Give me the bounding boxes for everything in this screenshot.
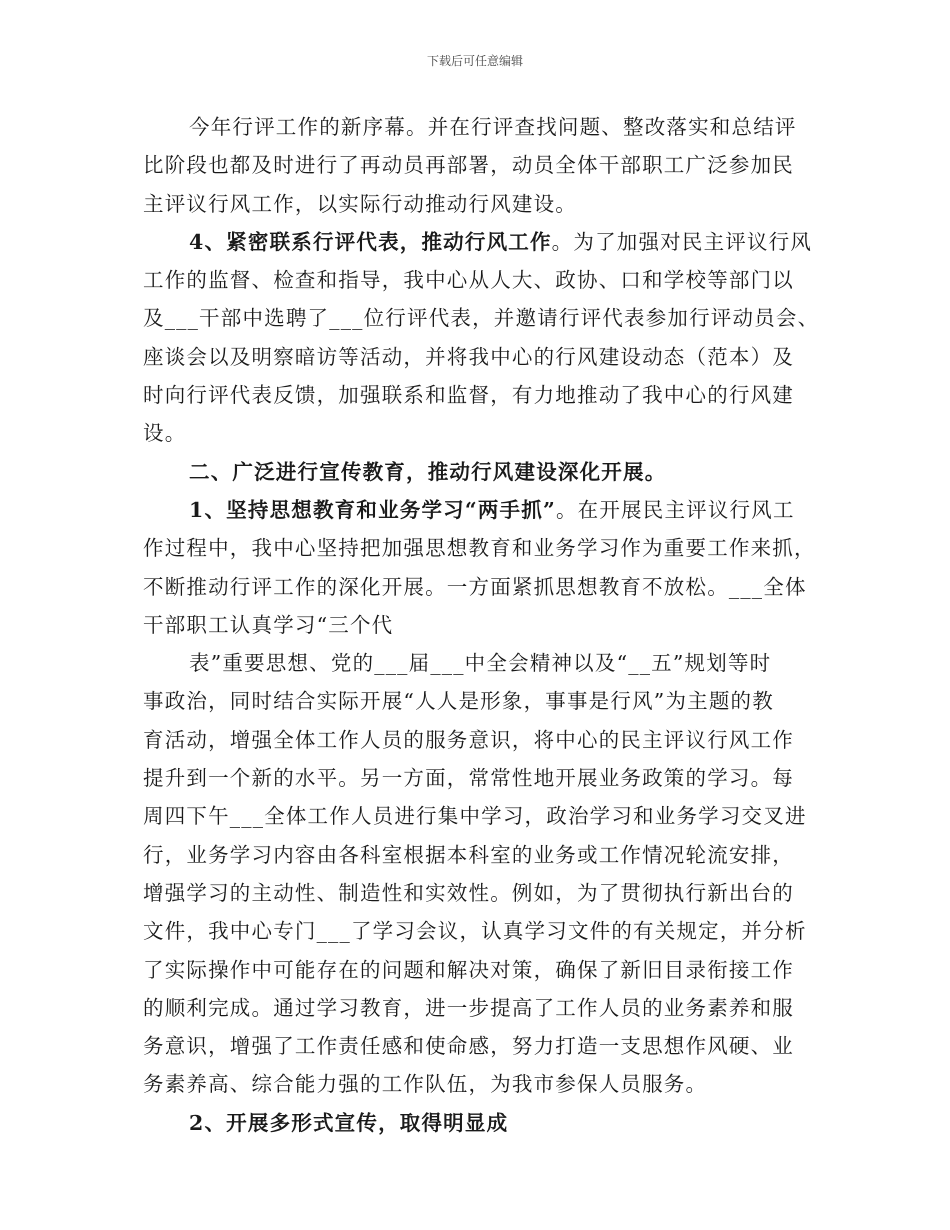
body-text: 工作的监督、检查和指导，我中心从人大、政协、口和学校等部门以	[143, 268, 794, 293]
text-line	[143, 644, 827, 682]
text-line	[143, 414, 827, 452]
text-line	[143, 376, 827, 414]
text-line	[143, 261, 827, 299]
text-line	[143, 453, 827, 491]
body-text: 及___干部中选聘了___位行评代表，并邀请行评代表参加行评动员会、	[143, 306, 820, 331]
text-line	[143, 874, 827, 912]
body-text: 了实际操作中可能存在的问题和解决对策，确保了新旧目录衔接工作	[143, 957, 794, 982]
body-text: 事政治，同时结合实际开展“人人是形象，事事是行风”为主题的教	[143, 689, 774, 714]
body-text: 务意识，增强了工作责任感和使命感，努力打造一支思想作风硬、业	[143, 1034, 794, 1059]
text-line	[143, 529, 827, 567]
text-line	[143, 299, 827, 337]
text-line	[143, 568, 827, 606]
body-text: 的顺利完成。通过学习教育，进一步提高了工作人员的业务素养和服	[143, 995, 794, 1020]
page-header: 下载后可任意编辑	[426, 54, 523, 68]
text-line	[143, 223, 827, 261]
body-text: 增强学习的主动性、制造性和实效性。例如，为了贯彻执行新出台的	[143, 880, 794, 905]
body-text: 今年行评工作的新序幕。并在行评查找问题、整改落实和总结评	[189, 115, 797, 139]
body-text: 文件，我中心专门___了学习会议，认真学习文件的有关规定，并分析	[143, 919, 807, 944]
body-text: 提升到一个新的水平。另一方面，常常性地开展业务政策的学习。每	[143, 766, 794, 791]
text-line	[143, 951, 827, 989]
body-text: 主评议行风工作，以实际行动推动行风建设。	[143, 191, 577, 216]
text-line	[143, 989, 827, 1027]
heading-text: 1、坚持思想教育和业务学习“两手抓”	[189, 497, 556, 522]
text-line	[143, 1104, 827, 1142]
body-text: 设。	[143, 421, 187, 446]
body-text: 。在开展民主评议行风工	[555, 497, 795, 522]
body-text: 不断推动行评工作的深化开展。一方面紧抓思想教育不放松。___全体	[143, 574, 807, 599]
text-line	[143, 1065, 827, 1103]
text-line	[143, 338, 827, 376]
heading-text: 4、紧密联系行评代表，推动行风工作	[189, 229, 552, 254]
text-line	[143, 108, 827, 146]
body-text: 育活动，增强全体工作人员的服务意识，将中心的民主评议行风工作	[143, 727, 794, 752]
text-line	[143, 912, 827, 950]
text-line	[143, 606, 827, 644]
body-text: 务素养高、综合能力强的工作队伍，为我市参保人员服务。	[143, 1072, 708, 1097]
body-text: 座谈会以及明察暗访等活动，并将我中心的行风建设动态（范本）及	[143, 344, 794, 369]
text-line	[143, 721, 827, 759]
body-text: 时向行评代表反馈，加强联系和监督，有力地推动了我中心的行风建	[143, 383, 794, 408]
text-line	[143, 185, 827, 223]
body-text: 。为了加强对民主评议行风	[551, 229, 813, 254]
body-text: 比阶段也都及时进行了再动员再部署，动员全体干部职工广泛参加民	[143, 153, 794, 178]
text-line	[143, 759, 827, 797]
heading-text: 2、开展多形式宣传，取得明显成	[189, 1110, 509, 1135]
body-text: 表”重要思想、党的___届___中全会精神以及“__五”规划等时	[189, 651, 772, 676]
text-line	[143, 1027, 827, 1065]
body-text: 作过程中，我中心坚持把加强思想教育和业务学习作为重要工作来抓，	[143, 536, 816, 561]
text-line	[143, 491, 827, 529]
text-line	[143, 146, 827, 184]
body-text: 干部职工认真学习“三个代	[143, 612, 394, 637]
heading-text: 二、广泛进行宣传教育，推动行风建设深化开展。	[189, 459, 667, 484]
body-text: 周四下午___全体工作人员进行集中学习，政治学习和业务学习交叉进	[143, 804, 807, 829]
text-line	[143, 682, 827, 720]
body-text: 行，业务学习内容由各科室根据本科室的业务或工作情况轮流安排，	[143, 842, 794, 867]
text-line	[143, 836, 827, 874]
document-body	[143, 108, 827, 1142]
text-line	[143, 797, 827, 835]
